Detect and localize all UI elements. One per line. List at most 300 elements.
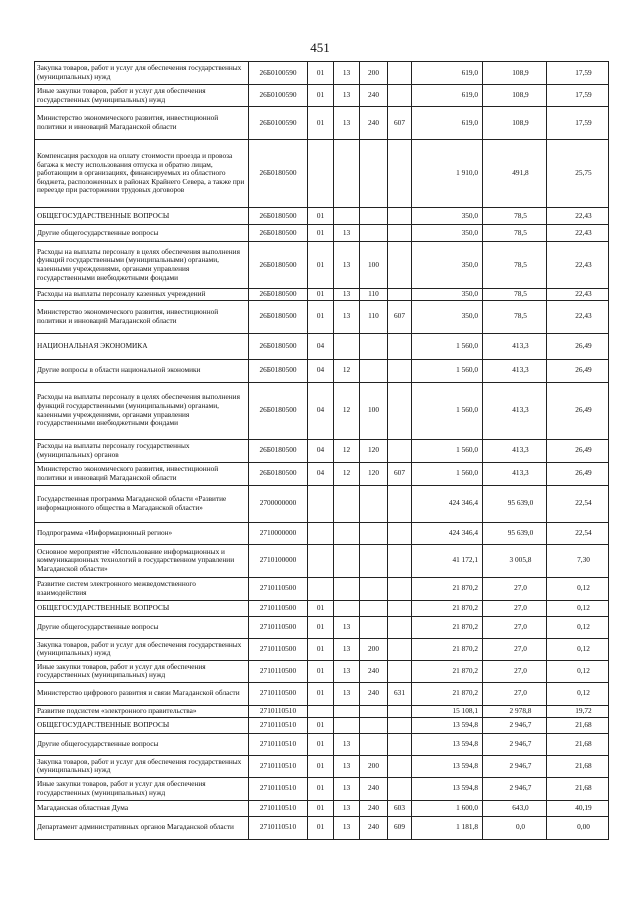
expense-type-code: 240 (360, 800, 388, 816)
row-name: Магаданская областная Дума (35, 800, 249, 816)
row-name: НАЦИОНАЛЬНАЯ ЭКОНОМИКА (35, 333, 249, 359)
execution-percent: 26,49 (547, 439, 609, 462)
section-code: 04 (308, 439, 334, 462)
planned-amount: 21 870,2 (412, 600, 483, 616)
planned-amount: 13 594,8 (412, 733, 483, 755)
actual-amount: 78,5 (483, 225, 547, 242)
department-code (388, 616, 412, 638)
row-name: Другие общегосударственные вопросы (35, 733, 249, 755)
table-row (35, 755, 609, 777)
department-code (388, 382, 412, 439)
target-article-code: 2710110510 (249, 755, 308, 777)
table-row (35, 333, 609, 359)
row-name: Развитие систем электронного межведомственного взаимодействия (35, 577, 249, 600)
subsection-code (334, 577, 360, 600)
actual-amount: 2 946,7 (483, 717, 547, 733)
section-code: 01 (308, 62, 334, 85)
department-code (388, 577, 412, 600)
expense-type-code: 200 (360, 755, 388, 777)
target-article-code: 2710110500 (249, 577, 308, 600)
department-code (388, 522, 412, 544)
department-code: 631 (388, 682, 412, 705)
department-code (388, 717, 412, 733)
table-row (35, 544, 609, 577)
planned-amount: 350,0 (412, 225, 483, 242)
row-name: Закупка товаров, работ и услуг для обеспечения государственных (муниципальных) нужд (35, 638, 249, 660)
subsection-code: 13 (334, 800, 360, 816)
actual-amount: 27,0 (483, 682, 547, 705)
subsection-code: 13 (334, 733, 360, 755)
planned-amount: 21 870,2 (412, 660, 483, 682)
actual-amount: 413,3 (483, 439, 547, 462)
target-article-code: 2710110500 (249, 638, 308, 660)
table-row (35, 439, 609, 462)
section-code: 01 (308, 600, 334, 616)
section-code: 01 (308, 755, 334, 777)
subsection-code: 13 (334, 242, 360, 289)
subsection-code: 13 (334, 225, 360, 242)
execution-percent: 0,12 (547, 682, 609, 705)
actual-amount: 108,9 (483, 107, 547, 140)
subsection-code: 12 (334, 359, 360, 382)
actual-amount: 0,0 (483, 816, 547, 839)
department-code (388, 755, 412, 777)
execution-percent: 21,68 (547, 717, 609, 733)
actual-amount: 95 639,0 (483, 485, 547, 522)
planned-amount: 1 560,0 (412, 439, 483, 462)
subsection-code: 13 (334, 85, 360, 107)
actual-amount: 643,0 (483, 800, 547, 816)
department-code (388, 733, 412, 755)
row-name: Закупка товаров, работ и услуг для обеспечения государственных (муниципальных) нужд (35, 755, 249, 777)
row-name: Иные закупки товаров, работ и услуг для обеспечения государственных (муниципальных) нужд (35, 660, 249, 682)
row-name: Расходы на выплаты персоналу казенных учреждений (35, 289, 249, 301)
department-code (388, 333, 412, 359)
department-code: 607 (388, 462, 412, 485)
department-code: 607 (388, 300, 412, 333)
department-code (388, 544, 412, 577)
department-code: 603 (388, 800, 412, 816)
planned-amount: 424 346,4 (412, 485, 483, 522)
row-name: Компенсация расходов на оплату стоимости проезда и провоза багажа к месту использования отпуска и обратно лицам, работающим в организациях, финансируемых из областного бюджета, расположенных в районах Крайнего Севера, а также при переезде при расторжении трудовых договоров (35, 140, 249, 208)
section-code: 04 (308, 382, 334, 439)
row-name: Другие общегосударственные вопросы (35, 616, 249, 638)
subsection-code: 13 (334, 816, 360, 839)
expense-type-code (360, 140, 388, 208)
row-name: Подпрограмма «Информационный регион» (35, 522, 249, 544)
expense-type-code: 240 (360, 85, 388, 107)
target-article-code: 26Б0180500 (249, 382, 308, 439)
expense-type-code (360, 522, 388, 544)
subsection-code: 12 (334, 462, 360, 485)
planned-amount: 350,0 (412, 289, 483, 301)
table-row (35, 638, 609, 660)
section-code: 01 (308, 777, 334, 800)
planned-amount: 1 560,0 (412, 462, 483, 485)
execution-percent: 26,49 (547, 462, 609, 485)
department-code: 609 (388, 816, 412, 839)
expense-type-code (360, 600, 388, 616)
subsection-code (334, 600, 360, 616)
actual-amount: 413,3 (483, 359, 547, 382)
row-name: Другие вопросы в области национальной экономики (35, 359, 249, 382)
section-code: 01 (308, 289, 334, 301)
row-name: Развитие подсистем «электронного правительства» (35, 705, 249, 717)
row-name: Расходы на выплаты персоналу государственных (муниципальных) органов (35, 439, 249, 462)
table-row (35, 777, 609, 800)
section-code: 01 (308, 616, 334, 638)
expense-type-code (360, 616, 388, 638)
target-article-code: 2710110510 (249, 705, 308, 717)
target-article-code: 26Б0180500 (249, 289, 308, 301)
expense-type-code: 240 (360, 107, 388, 140)
target-article-code: 26Б0180500 (249, 225, 308, 242)
execution-percent: 17,59 (547, 107, 609, 140)
department-code (388, 140, 412, 208)
expense-type-code: 110 (360, 300, 388, 333)
expense-type-code (360, 577, 388, 600)
execution-percent: 0,12 (547, 660, 609, 682)
section-code: 01 (308, 208, 334, 225)
subsection-code (334, 544, 360, 577)
row-name: Иные закупки товаров, работ и услуг для обеспечения государственных (муниципальных) нужд (35, 85, 249, 107)
expense-type-code (360, 705, 388, 717)
execution-percent: 22,43 (547, 289, 609, 301)
table-row (35, 359, 609, 382)
execution-percent: 26,49 (547, 359, 609, 382)
department-code (388, 777, 412, 800)
actual-amount: 78,5 (483, 208, 547, 225)
actual-amount: 78,5 (483, 300, 547, 333)
section-code: 01 (308, 225, 334, 242)
row-name: Другие общегосударственные вопросы (35, 225, 249, 242)
section-code (308, 577, 334, 600)
department-code (388, 638, 412, 660)
subsection-code: 13 (334, 638, 360, 660)
table-row (35, 462, 609, 485)
execution-percent: 17,59 (547, 85, 609, 107)
execution-percent: 17,59 (547, 62, 609, 85)
target-article-code: 26Б0180500 (249, 333, 308, 359)
execution-percent: 0,00 (547, 816, 609, 839)
planned-amount: 13 594,8 (412, 755, 483, 777)
actual-amount: 95 639,0 (483, 522, 547, 544)
expense-type-code (360, 544, 388, 577)
subsection-code (334, 485, 360, 522)
planned-amount: 619,0 (412, 62, 483, 85)
target-article-code: 2710110510 (249, 800, 308, 816)
target-article-code: 2710110510 (249, 733, 308, 755)
target-article-code: 26Б0180500 (249, 140, 308, 208)
section-code: 01 (308, 816, 334, 839)
actual-amount: 27,0 (483, 660, 547, 682)
row-name: Закупка товаров, работ и услуг для обеспечения государственных (муниципальных) нужд (35, 62, 249, 85)
planned-amount: 350,0 (412, 242, 483, 289)
actual-amount: 3 005,8 (483, 544, 547, 577)
target-article-code: 26Б0100590 (249, 107, 308, 140)
budget-table (34, 61, 609, 840)
actual-amount: 413,3 (483, 333, 547, 359)
department-code (388, 208, 412, 225)
expense-type-code (360, 208, 388, 225)
subsection-code (334, 522, 360, 544)
planned-amount: 424 346,4 (412, 522, 483, 544)
target-article-code: 26Б0180500 (249, 242, 308, 289)
department-code (388, 289, 412, 301)
section-code: 04 (308, 333, 334, 359)
execution-percent: 0,12 (547, 638, 609, 660)
expense-type-code: 120 (360, 439, 388, 462)
actual-amount: 78,5 (483, 242, 547, 289)
execution-percent: 21,68 (547, 755, 609, 777)
planned-amount: 15 108,1 (412, 705, 483, 717)
target-article-code: 2710110510 (249, 777, 308, 800)
planned-amount: 21 870,2 (412, 682, 483, 705)
actual-amount: 108,9 (483, 85, 547, 107)
row-name: Департамент административных органов Магаданской области (35, 816, 249, 839)
execution-percent: 0,12 (547, 577, 609, 600)
actual-amount: 413,3 (483, 462, 547, 485)
subsection-code: 13 (334, 62, 360, 85)
subsection-code: 13 (334, 660, 360, 682)
table-row (35, 733, 609, 755)
execution-percent: 19,72 (547, 705, 609, 717)
section-code: 01 (308, 242, 334, 289)
department-code (388, 359, 412, 382)
table-row (35, 62, 609, 85)
section-code: 01 (308, 85, 334, 107)
execution-percent: 0,12 (547, 616, 609, 638)
row-name: Государственная программа Магаданской области «Развитие информационного общества в Магаданской области» (35, 485, 249, 522)
target-article-code: 2710110500 (249, 616, 308, 638)
row-name: Основное мероприятие «Использование информационных и коммуникационных технологий в государственном управлении Магаданской области» (35, 544, 249, 577)
actual-amount: 413,3 (483, 382, 547, 439)
expense-type-code: 120 (360, 462, 388, 485)
expense-type-code: 240 (360, 816, 388, 839)
expense-type-code (360, 485, 388, 522)
department-code (388, 225, 412, 242)
section-code: 04 (308, 359, 334, 382)
department-code (388, 85, 412, 107)
expense-type-code (360, 333, 388, 359)
department-code (388, 439, 412, 462)
table-row (35, 242, 609, 289)
execution-percent: 40,19 (547, 800, 609, 816)
table-row (35, 289, 609, 301)
target-article-code: 26Б0180500 (249, 439, 308, 462)
row-name: Министерство цифрового развития и связи Магаданской области (35, 682, 249, 705)
planned-amount: 1 181,8 (412, 816, 483, 839)
planned-amount: 619,0 (412, 85, 483, 107)
execution-percent: 21,68 (547, 777, 609, 800)
expense-type-code (360, 225, 388, 242)
table-row (35, 705, 609, 717)
execution-percent: 26,49 (547, 333, 609, 359)
department-code (388, 485, 412, 522)
table-row (35, 717, 609, 733)
department-code (388, 242, 412, 289)
planned-amount: 13 594,8 (412, 717, 483, 733)
target-article-code: 26Б0180500 (249, 359, 308, 382)
expense-type-code: 100 (360, 242, 388, 289)
execution-percent: 22,43 (547, 300, 609, 333)
table-row (35, 140, 609, 208)
actual-amount: 2 978,8 (483, 705, 547, 717)
actual-amount: 2 946,7 (483, 733, 547, 755)
subsection-code: 13 (334, 682, 360, 705)
planned-amount: 1 910,0 (412, 140, 483, 208)
section-code (308, 140, 334, 208)
actual-amount: 27,0 (483, 577, 547, 600)
section-code: 01 (308, 300, 334, 333)
expense-type-code: 240 (360, 660, 388, 682)
row-name: Расходы на выплаты персоналу в целях обеспечения выполнения функций государственными (муниципальными) органами, казенными учреждениями, органами управления государственными внебюджетными фондами (35, 382, 249, 439)
target-article-code: 2710110510 (249, 717, 308, 733)
planned-amount: 41 172,1 (412, 544, 483, 577)
table-row (35, 225, 609, 242)
row-name: Расходы на выплаты персоналу в целях обеспечения выполнения функций государственными (муниципальными) органами, казенными учреждениями, органами управления государственными внебюджетными фондами (35, 242, 249, 289)
section-code (308, 522, 334, 544)
row-name: ОБЩЕГОСУДАРСТВЕННЫЕ ВОПРОСЫ (35, 208, 249, 225)
planned-amount: 1 560,0 (412, 359, 483, 382)
table-row (35, 300, 609, 333)
row-name: Министерство экономического развития, инвестиционной политики и инноваций Магаданской области (35, 107, 249, 140)
section-code: 01 (308, 733, 334, 755)
table-row (35, 600, 609, 616)
expense-type-code: 200 (360, 62, 388, 85)
actual-amount: 27,0 (483, 616, 547, 638)
expense-type-code (360, 359, 388, 382)
row-name: Министерство экономического развития, инвестиционной политики и инноваций Магаданской области (35, 462, 249, 485)
actual-amount: 27,0 (483, 638, 547, 660)
subsection-code: 13 (334, 107, 360, 140)
subsection-code: 13 (334, 777, 360, 800)
section-code: 01 (308, 638, 334, 660)
table-row (35, 522, 609, 544)
table-row (35, 682, 609, 705)
target-article-code: 26Б0180500 (249, 208, 308, 225)
page-number: 451 (310, 40, 330, 55)
planned-amount: 1 560,0 (412, 333, 483, 359)
actual-amount: 491,8 (483, 140, 547, 208)
table-row (35, 577, 609, 600)
target-article-code: 2710110500 (249, 682, 308, 705)
section-code: 04 (308, 462, 334, 485)
execution-percent: 26,49 (547, 382, 609, 439)
execution-percent: 0,12 (547, 600, 609, 616)
target-article-code: 26Б0180500 (249, 300, 308, 333)
subsection-code: 13 (334, 616, 360, 638)
target-article-code: 2710000000 (249, 522, 308, 544)
target-article-code: 2710110500 (249, 600, 308, 616)
target-article-code: 2710100000 (249, 544, 308, 577)
department-code (388, 62, 412, 85)
planned-amount: 1 600,0 (412, 800, 483, 816)
table-row (35, 616, 609, 638)
planned-amount: 21 870,2 (412, 638, 483, 660)
target-article-code: 26Б0180500 (249, 462, 308, 485)
target-article-code: 2710110510 (249, 816, 308, 839)
table-row (35, 107, 609, 140)
row-name: Министерство экономического развития, инвестиционной политики и инноваций Магаданской области (35, 300, 249, 333)
subsection-code (334, 208, 360, 225)
execution-percent: 22,43 (547, 208, 609, 225)
actual-amount: 78,5 (483, 289, 547, 301)
actual-amount: 2 946,7 (483, 777, 547, 800)
expense-type-code: 200 (360, 638, 388, 660)
actual-amount: 27,0 (483, 600, 547, 616)
target-article-code: 2700000000 (249, 485, 308, 522)
actual-amount: 2 946,7 (483, 755, 547, 777)
expense-type-code: 110 (360, 289, 388, 301)
execution-percent: 22,54 (547, 522, 609, 544)
expense-type-code: 100 (360, 382, 388, 439)
row-name: ОБЩЕГОСУДАРСТВЕННЫЕ ВОПРОСЫ (35, 600, 249, 616)
execution-percent: 22,54 (547, 485, 609, 522)
target-article-code: 26Б0100590 (249, 62, 308, 85)
execution-percent: 22,43 (547, 225, 609, 242)
subsection-code (334, 333, 360, 359)
table-row (35, 660, 609, 682)
subsection-code: 12 (334, 439, 360, 462)
subsection-code (334, 140, 360, 208)
subsection-code: 13 (334, 755, 360, 777)
row-name: ОБЩЕГОСУДАРСТВЕННЫЕ ВОПРОСЫ (35, 717, 249, 733)
table-row (35, 485, 609, 522)
section-code: 01 (308, 717, 334, 733)
planned-amount: 21 870,2 (412, 577, 483, 600)
execution-percent: 21,68 (547, 733, 609, 755)
planned-amount: 619,0 (412, 107, 483, 140)
table-row (35, 85, 609, 107)
actual-amount: 108,9 (483, 62, 547, 85)
table-row (35, 382, 609, 439)
planned-amount: 13 594,8 (412, 777, 483, 800)
planned-amount: 350,0 (412, 208, 483, 225)
subsection-code: 13 (334, 289, 360, 301)
planned-amount: 21 870,2 (412, 616, 483, 638)
expense-type-code (360, 733, 388, 755)
department-code: 607 (388, 107, 412, 140)
row-name: Иные закупки товаров, работ и услуг для обеспечения государственных (муниципальных) нужд (35, 777, 249, 800)
subsection-code (334, 717, 360, 733)
section-code (308, 544, 334, 577)
subsection-code: 12 (334, 382, 360, 439)
expense-type-code (360, 717, 388, 733)
section-code (308, 705, 334, 717)
department-code (388, 600, 412, 616)
expense-type-code: 240 (360, 777, 388, 800)
section-code: 01 (308, 682, 334, 705)
planned-amount: 1 560,0 (412, 382, 483, 439)
section-code: 01 (308, 660, 334, 682)
table-row (35, 816, 609, 839)
planned-amount: 350,0 (412, 300, 483, 333)
target-article-code: 2710110500 (249, 660, 308, 682)
target-article-code: 26Б0100590 (249, 85, 308, 107)
table-row (35, 208, 609, 225)
section-code: 01 (308, 107, 334, 140)
subsection-code (334, 705, 360, 717)
table-row (35, 800, 609, 816)
expense-type-code: 240 (360, 682, 388, 705)
section-code (308, 485, 334, 522)
department-code (388, 660, 412, 682)
execution-percent: 25,75 (547, 140, 609, 208)
department-code (388, 705, 412, 717)
section-code: 01 (308, 800, 334, 816)
execution-percent: 22,43 (547, 242, 609, 289)
